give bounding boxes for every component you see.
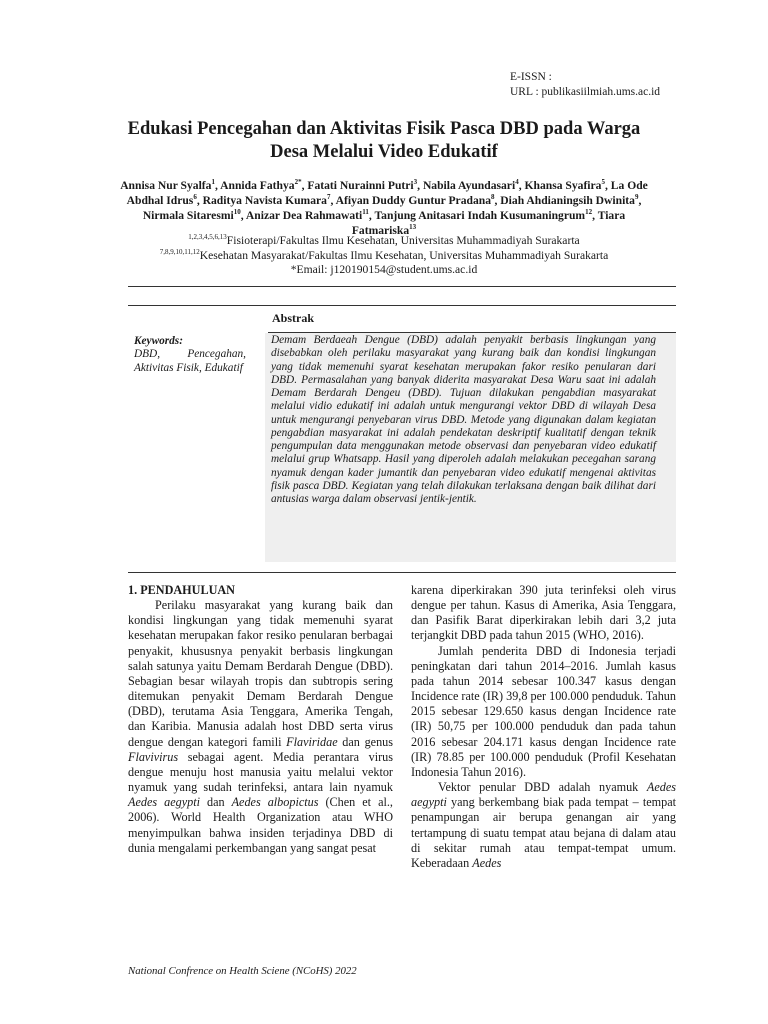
author-name: Afiyan Duddy Guntur Pradana bbox=[335, 194, 491, 207]
affiliations bbox=[110, 234, 658, 278]
author-affiliation-sup: 8 bbox=[491, 193, 495, 202]
italic-term: Flavivirus bbox=[128, 749, 179, 764]
author-name: Diah Ahdianingsih Dwinita bbox=[500, 194, 635, 207]
author-name: Tiara Fatmariska bbox=[351, 209, 626, 237]
italic-term: Flaviridae bbox=[286, 734, 338, 749]
author-affiliation-sup: 9 bbox=[634, 193, 639, 202]
italic-term: Aedes albopictus bbox=[231, 795, 319, 810]
author-affiliation-sup: 5 bbox=[601, 178, 605, 187]
author-affiliation-sup: 13 bbox=[409, 223, 417, 232]
affiliation-1-sup: 1,2,3,4,5,6,13 bbox=[188, 233, 227, 242]
affiliation-2 bbox=[110, 249, 658, 264]
journal-meta bbox=[510, 70, 660, 100]
author-name: Raditya Navista Kumara bbox=[202, 194, 327, 207]
affiliation-2-sup: 7,8,9,10,11,12 bbox=[159, 247, 200, 256]
keywords-block bbox=[134, 335, 246, 375]
eissn-label: E-ISSN : bbox=[510, 71, 552, 83]
author-affiliation-sup: 3 bbox=[413, 178, 418, 187]
author-affiliation-sup: 12 bbox=[585, 208, 593, 217]
author-affiliation-sup: 11 bbox=[362, 208, 369, 217]
author-name: Fatati Nurainni Putri bbox=[307, 179, 414, 192]
author-list: Annisa Nur Syalfa$^1$, Annida Fathya$^{2*}$, Fatati Nurainni Putri$^3$, Nabila Ayundasari$^4$, Khansa Syafira$^5$, La Ode Abdhal Idrus$^6$, Raditya Navista Kumara$^7$, Afiyan Duddy Guntur Pradana$^8$, Diah Ahdianingsih Dwinita$^9$, Nirmala Sitaresmi$^{10}$, Anizar Dea Rahmawati$^{11}$, Tanjung Anitasari Indah Kusumaningrum$^{12}$, Tiara Fatmariska$^{13}$ bbox=[120, 178, 648, 237]
italic-term: Aedes aegypti bbox=[411, 780, 676, 810]
body-paragraph: Perilaku masyarakat yang kurang baik dan kondisi lingkungan yang tidak memenuhi syarat kesehatan merupakan fakor resiko penularan berbagai penyakit, khususnya penyakit berbasis lingkungan salah satunya yaitu Demam Berdarah Dengue (DBD). Sebagian besar wilayah tropis dan subtropis sering ditemukan penyakit Demam Berdarah Dengue (DBD), terutama Asia Tenggara, Amerika Tengah, dan Karibia. Manusia adalah host DBD serta virus dengue dengan kategori famili Flaviridae dan genus Flavivirus sebagai agent. Media perantara virus dengue menuju host manusia yaitu melalui vektor nyamuk yang sudah terinfeksi, antara lain nyamuk Aedes aegypti dan Aedes albopictus (Chen et al., 2006). World Health Organization atau WHO menyimpulkan bahwa insiden terjadinya DBD di dunia mengalami perkembangan yang sangat pesat bbox=[128, 598, 393, 855]
keywords-title: Keywords: bbox=[134, 335, 183, 347]
body-paragraph: Vektor penular DBD adalah nyamuk Aedes aegypti yang berkembang biak pada tempat – tempat penampungan air berupa genangan air yang tertampung di suatu tempat atau bejana di dalam atau di sekitar rumah atau tempat-tempat umum. Keberadaan Aedes bbox=[411, 780, 676, 870]
author-name: Annisa Nur Syalfa bbox=[120, 179, 212, 192]
paper-title: Edukasi Pencegahan dan Aktivitas Fisik Pasca DBD pada Warga Desa Melalui Video Edukatif bbox=[127, 119, 641, 162]
author-name: Khansa Syafira bbox=[524, 179, 602, 192]
author-name: Anizar Dea Rahmawati bbox=[245, 209, 363, 222]
body-column-right bbox=[411, 583, 676, 871]
section-heading: 1. PENDAHULUAN bbox=[128, 583, 235, 597]
author-affiliation-sup: 6 bbox=[193, 193, 197, 202]
author-affiliation-sup: 10 bbox=[233, 208, 241, 217]
affiliation-1-text: Fisioterapi/Fakultas Ilmu Kesehatan, Universitas Muhammadiyah Surakarta bbox=[226, 234, 580, 247]
author-affiliation-sup: 2* bbox=[294, 178, 302, 187]
author-affiliation-sup: 7 bbox=[326, 193, 331, 202]
italic-term: Aedes aegypti bbox=[128, 795, 200, 810]
body-paragraph: karena diperkirakan 390 juta terinfeksi oleh virus dengue per tahun. Kasus di Amerika, Asia Tenggara, dan Pasifik Barat diperkirakan lebih dari 3,2 juta terjangkit DBD pada tahun 2015 (WHO, 2016). bbox=[411, 583, 676, 643]
author-name: Nabila Ayundasari bbox=[422, 179, 516, 192]
divider-body bbox=[128, 572, 676, 573]
keywords-text: DBD, Pencegahan, Aktivitas Fisik, Edukatif bbox=[134, 348, 246, 374]
author-affiliation-sup: 4 bbox=[515, 178, 519, 187]
divider-top bbox=[128, 286, 676, 287]
affiliation-1 bbox=[110, 234, 658, 249]
corresponding-email: *Email: j120190154@student.ums.ac.id bbox=[290, 263, 478, 276]
author-name: Tanjung Anitasari Indah Kusumaningrum bbox=[374, 209, 586, 222]
body-column-left bbox=[128, 583, 393, 856]
italic-term: Aedes bbox=[472, 855, 502, 870]
author-name: Annida Fathya bbox=[220, 179, 295, 192]
author-affiliation-sup: 1 bbox=[211, 178, 215, 187]
abstract-text: Demam Berdaeah Dengue (DBD) adalah penyakit berbasis lingkungan yang disebabkan oleh perilaku masyarakat yang kurang baik dan kondisi lingkungan yang tidak memenuhi syarat kesehatan merupakan fakor resiko penularan dari DBD. Permasalahan yang banyak diderita masyarakat Desa Waru saat ini adalah Demam Berdarah Dengeu (DBD). Tujuan dilakukan pengabdian masyarakat melalui vidio edukatif ini adalah untuk mengurangi vektor DBD di wilayah Desa untuk mengurangi penyebaran virus DBD. Metode yang digunakan dalam kegiatan pengabdian masyarakat ini adalah pendekatan deskriptif kualitatif dengan teknik pengumpulan data menggunakan metode observasi dan penyebaran video edukatif melalui grup Whatsapp. Hasil yang diperoleh adalah melakukan pecegahan sarang nyamuk dengan kader jumantik dan penyebaran video edukatif mengenai aktivitas fisik pasca DBD. Kegiatan yang telah dilakukan terlaksana dengan baik dilihat dari antusias warga dalam observasi jentik-jentik. bbox=[271, 334, 656, 505]
author-name: Nirmala Sitaresmi bbox=[142, 209, 234, 222]
affiliation-2-text: Kesehatan Masyarakat/Fakultas Ilmu Kesehatan, Universitas Muhammadiyah Surakarta bbox=[199, 248, 609, 262]
body-paragraph: Jumlah penderita DBD di Indonesia terjadi peningkatan dari tahun 2014–2016. Jumlah kasus pada tahun 2014 sebesar 100.347 kasus dengan Incidence rate (IR) 39,8 per 100.000 penduduk. Tahun 2015 sebesar 129.650 kasus dengan Incidence rate (IR) 50,75 per 100.000 penduduk dan pada tahun 2016 sebesar 204.171 kasus dengan Incidence rate (IR) 78.85 per 100.000 penduduk (Profil Kesehatan Indonesia Tahun 2016). bbox=[411, 643, 676, 779]
abstract-heading: Abstrak bbox=[272, 311, 315, 325]
url-label: URL : publikasiilmiah.ums.ac.id bbox=[510, 86, 661, 98]
divider-abstract bbox=[128, 305, 676, 306]
page-footer: National Confrence on Health Sciene (NCoHS) 2022 bbox=[128, 965, 357, 977]
author-name: La Ode Abdhal Idrus bbox=[126, 179, 648, 207]
